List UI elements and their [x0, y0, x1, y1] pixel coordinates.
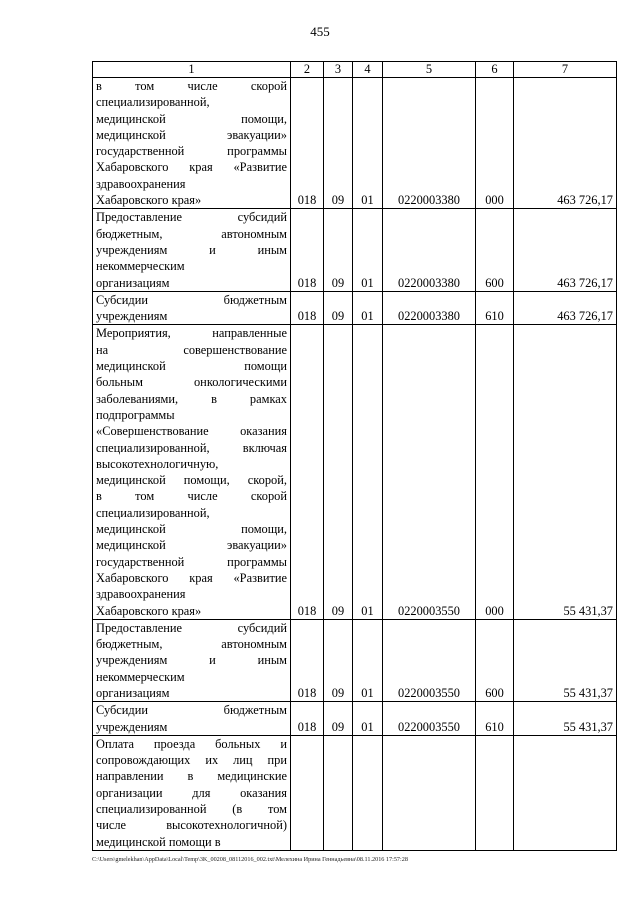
cell-admin-code: 018 [291, 325, 324, 619]
table-row [93, 325, 617, 619]
description-line: государственной программы [96, 554, 287, 569]
cell-target-article: 0220003550 [383, 325, 476, 619]
description-line: «Совершенствование оказания [96, 424, 287, 439]
description-line: здравоохранения [96, 587, 186, 602]
header-col-4: 4 [353, 62, 383, 78]
cell-amount [514, 735, 617, 850]
description-line: медицинской помощи, [96, 111, 287, 126]
cell-amount: 463 726,17 [514, 78, 617, 209]
description-line: на совершенствование [96, 342, 287, 357]
description-line: медицинской помощи [96, 359, 287, 374]
row-description [93, 619, 291, 701]
cell-subsection: 01 [353, 619, 383, 701]
cell-section: 09 [324, 702, 353, 736]
cell-expense-type: 000 [476, 325, 514, 619]
cell-section: 09 [324, 619, 353, 701]
description-line: числе высокотехнологичной) [96, 818, 287, 833]
description-line: Предоставление субсидий [96, 620, 287, 635]
description-line: медицинской помощи, скорой, [96, 473, 287, 488]
cell-subsection: 01 [353, 291, 383, 325]
description-line: некоммерческим [96, 259, 185, 274]
description-line: организации для оказания [96, 785, 287, 800]
description-line: Оплата проезда больных и [96, 736, 287, 751]
description-line: сопровождающих их лиц при [96, 753, 287, 768]
description-line: Предоставление субсидий [96, 210, 287, 225]
cell-expense-type: 000 [476, 78, 514, 209]
cell-target-article [383, 735, 476, 850]
description-line: учреждениям и иным [96, 242, 287, 257]
description-line: здравоохранения [96, 176, 186, 191]
description-line: специализированной, [96, 505, 210, 520]
cell-target-article: 0220003380 [383, 291, 476, 325]
row-description [93, 325, 291, 619]
row-description [93, 209, 291, 291]
cell-section: 09 [324, 291, 353, 325]
description-line: специализированной, включая [96, 440, 287, 455]
description-line: медицинской помощи, [96, 522, 287, 537]
description-line: в том числе скорой [96, 489, 287, 504]
description-line: Субсидии бюджетным [96, 292, 287, 307]
header-col-6: 6 [476, 62, 514, 78]
cell-admin-code: 018 [291, 209, 324, 291]
description-line: подпрограммы [96, 407, 175, 422]
row-description [93, 735, 291, 850]
header-col-3: 3 [324, 62, 353, 78]
cell-amount: 463 726,17 [514, 291, 617, 325]
description-line: Субсидии бюджетным [96, 703, 287, 718]
description-line: медицинской эвакуации» [96, 538, 287, 553]
description-line: Хабаровского края «Развитие [96, 570, 287, 585]
row-description [93, 702, 291, 736]
cell-section: 09 [324, 209, 353, 291]
cell-target-article: 0220003380 [383, 209, 476, 291]
description-line: направлении в медицинские [96, 769, 287, 784]
page-number: 455 [310, 24, 330, 39]
cell-amount: 55 431,37 [514, 325, 617, 619]
table-row [93, 291, 617, 325]
cell-expense-type [476, 735, 514, 850]
header-col-5: 5 [383, 62, 476, 78]
cell-amount: 55 431,37 [514, 702, 617, 736]
cell-subsection [353, 735, 383, 850]
description-line: высокотехнологичную, [96, 456, 219, 471]
description-line: некоммерческим [96, 669, 185, 684]
description-line: в том числе скорой [96, 79, 287, 93]
file-path-footer: C:\Users\gmelekhan\AppData\Local\Temp\3K_00208_08112016_002.txt\Мелехина Ирина Геннадьевна\08.11.2016 17:57:28 [92, 856, 408, 863]
table-row [93, 619, 617, 701]
cell-admin-code [291, 735, 324, 850]
cell-target-article: 0220003550 [383, 619, 476, 701]
description-line: Хабаровского края» [96, 193, 202, 208]
cell-subsection: 01 [353, 325, 383, 619]
header-col-7: 7 [514, 62, 617, 78]
description-line: заболеваниями, в рамках [96, 391, 287, 406]
cell-expense-type: 600 [476, 619, 514, 701]
budget-table [92, 61, 617, 851]
description-line: Мероприятия, направленные [96, 326, 287, 341]
description-line: учреждениям и иным [96, 653, 287, 668]
description-line: бюджетным, автономным [96, 226, 287, 241]
cell-amount: 55 431,37 [514, 619, 617, 701]
description-line: медицинской эвакуации» [96, 127, 287, 142]
description-line: специализированной (в том [96, 802, 287, 817]
description-line: больным онкологическими [96, 375, 287, 390]
description-line: Хабаровского края «Развитие [96, 160, 287, 175]
cell-expense-type: 610 [476, 291, 514, 325]
cell-admin-code: 018 [291, 702, 324, 736]
description-line: государственной программы [96, 144, 287, 159]
cell-subsection: 01 [353, 209, 383, 291]
cell-amount: 463 726,17 [514, 209, 617, 291]
description-line: организациям [96, 275, 170, 290]
cell-target-article: 0220003550 [383, 702, 476, 736]
table-row [93, 735, 617, 850]
cell-admin-code: 018 [291, 619, 324, 701]
cell-section: 09 [324, 325, 353, 619]
table-row [93, 702, 617, 736]
description-line: учреждениям [96, 309, 168, 324]
cell-section [324, 735, 353, 850]
row-description [93, 291, 291, 325]
description-line: учреждениям [96, 719, 168, 734]
description-line: бюджетным, автономным [96, 637, 287, 652]
cell-target-article: 0220003380 [383, 78, 476, 209]
description-line: организациям [96, 685, 170, 700]
description-line: специализированной, [96, 95, 210, 110]
cell-admin-code: 018 [291, 291, 324, 325]
header-col-1: 1 [93, 62, 291, 78]
cell-section: 09 [324, 78, 353, 209]
cell-subsection: 01 [353, 78, 383, 209]
table-row [93, 209, 617, 291]
header-col-2: 2 [291, 62, 324, 78]
cell-expense-type: 610 [476, 702, 514, 736]
description-line: Хабаровского края» [96, 603, 202, 618]
cell-subsection: 01 [353, 702, 383, 736]
cell-expense-type: 600 [476, 209, 514, 291]
row-description [93, 78, 291, 209]
cell-admin-code: 018 [291, 78, 324, 209]
table-row [93, 78, 617, 209]
table-header-row [93, 62, 617, 78]
description-line: медицинской помощи в [96, 834, 221, 849]
